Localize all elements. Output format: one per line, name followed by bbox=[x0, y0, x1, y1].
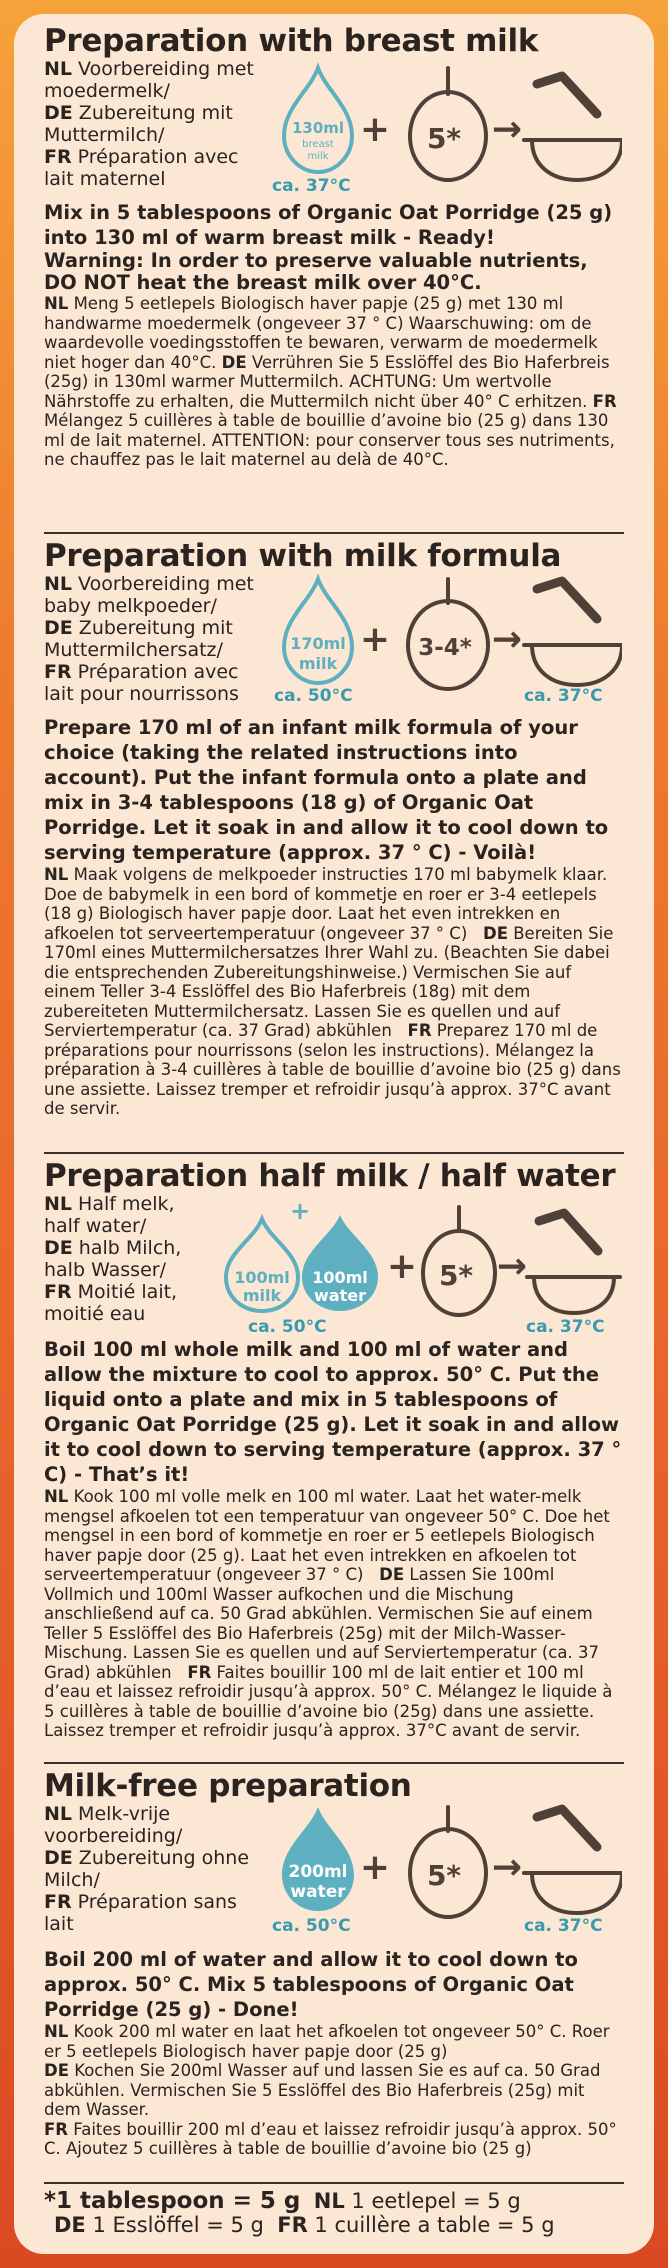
main-instruction: Boil 200 ml of water and allow it to cool down to approx. 50° C. Mix 5 tablespoons of Organic Oat Porridge (25 g) - Done! bbox=[44, 1948, 578, 2021]
preparation-diagram bbox=[262, 58, 624, 198]
warning-text: Warning: In order to preserve valuable nutrients, DO NOT heat the breast milk over 40°C. bbox=[44, 249, 588, 294]
section-half-milk-half-water bbox=[44, 1159, 624, 1759]
lang-code: DE bbox=[44, 2061, 69, 2080]
drop-amount: 170ml bbox=[290, 634, 346, 653]
lang-code: DE bbox=[44, 1847, 73, 1869]
subtitle-nl: Melk-vrije voorbereiding/ bbox=[44, 1803, 183, 1847]
instruction-panel bbox=[14, 14, 654, 2254]
instruction-fr: Faites bouillir 200 ml d’eau et laissez refroidir jusqu’à approx. 50° C. Ajoutez 5 cuillères à table de bouillie d’avoine bio (25 g) bbox=[44, 2119, 617, 2158]
subtitle-de: halb Milch, halb Wasser/ bbox=[44, 1237, 182, 1281]
spoon-count: 5* bbox=[438, 1259, 474, 1292]
instruction-fr: Faites bouillir 100 ml de lait entier et 100 ml d’eau et laissez refroidir jusqu’à approx. 50° C. Mélangez le liquide à 5 cuillères à table de bouillie d’avoine bio (25g) dans une assiette. Laissez tremper et refroidir jusqu’à approx. 37°C avant de servir. bbox=[44, 1662, 613, 1740]
lang-code: DE bbox=[44, 617, 73, 639]
instruction-nl: Maak volgens de melkpoeder instructies 170 ml babymelk klaar. Doe de babymelk in een bord of kommetje en roer er 3-4 eetlepels (18 g) Biologisch haver papje door. Laat het even intrekken en afkoelen tot serveertemperatuur (ongeveer 37 ° C) bbox=[44, 865, 608, 943]
serving-temperature: ca. 37°C bbox=[524, 1916, 603, 1936]
instruction-de: Bereiten Sie 170ml eines Muttermilchersatzes Ihrer Wahl zu. (Beachten Sie dabei die entsprechenden Zubereitungshinweise.) Vermischen Sie auf einem Teller 3-4 Esslöffel des Bio Haferbreis (18g) mit dem zubereiteten Muttermilchersatz. Lassen Sie es quellen und auf Serviertemperatur (ca. 37 Grad) abkühlen bbox=[44, 923, 614, 1040]
lang-code: FR bbox=[592, 391, 617, 411]
drop-label: breast bbox=[302, 139, 334, 150]
lang-code: NL bbox=[44, 1487, 69, 1506]
translated-instructions bbox=[44, 2022, 624, 2159]
liquid-temperature: ca. 50°C bbox=[274, 686, 353, 706]
drop-label: milk bbox=[242, 1286, 282, 1305]
subtitle-fr: Préparation sans lait bbox=[44, 1891, 237, 1935]
section-title: Preparation half milk / half water bbox=[44, 1158, 616, 1194]
instruction-nl: Kook 200 ml water en laat het afkoelen tot ongeveer 50° C. Roer er 5 eetlepels Biologisch haver papje door (25 g) bbox=[44, 2022, 610, 2061]
lang-code: FR bbox=[44, 1281, 72, 1303]
arrow-icon: → bbox=[496, 1246, 528, 1287]
translated-instructions bbox=[44, 1487, 624, 1741]
footnote-nl: 1 eetlepel = 5 g bbox=[344, 2189, 521, 2213]
lang-code: FR bbox=[44, 1891, 72, 1913]
instruction-fr: Mélangez 5 cuillères à table de bouillie d’avoine bio (25 g) dans 130 ml de lait maternel. ATTENTION: pour conserver tous ses nutriments, ne chauffez pas le lait maternel au delà de 40°C. bbox=[44, 411, 615, 469]
instruction-de: Verrühren Sie 5 Esslöffel des Bio Haferbreis (25g) in 130ml warmer Muttermilch. ACHTUNG: Um wertvolle Nährstoffe zu erhalten, die Muttermilch nicht über 40° C erhitzen. bbox=[44, 352, 610, 411]
main-instruction: Mix in 5 tablespoons of Organic Oat Porridge (25 g) into 130 ml of warm breast milk - Ready! bbox=[44, 201, 613, 249]
subtitle-translations bbox=[44, 1803, 262, 1935]
lang-code: NL bbox=[44, 294, 69, 313]
lang-code: FR bbox=[44, 146, 72, 168]
lang-code: FR bbox=[407, 1021, 432, 1040]
preparation-diagram bbox=[214, 1193, 624, 1337]
bowl-icon bbox=[527, 1213, 620, 1313]
lang-code: DE bbox=[379, 1565, 405, 1584]
serving-temperature: ca. 37°C bbox=[524, 686, 603, 706]
lang-code: NL bbox=[44, 865, 69, 884]
subtitle-nl: Half melk, half water/ bbox=[44, 1193, 175, 1237]
drop-label: water bbox=[290, 1882, 346, 1902]
plus-icon: + bbox=[359, 1847, 391, 1888]
diagram-graphic bbox=[214, 1193, 624, 1333]
lang-code: DE bbox=[483, 923, 508, 943]
tablespoon-footnote bbox=[44, 2189, 624, 2237]
lang-code: FR bbox=[44, 2119, 68, 2139]
spoon-count: 3-4* bbox=[418, 635, 472, 661]
spoon-count: 5* bbox=[426, 1859, 462, 1892]
subtitle-translations bbox=[44, 58, 262, 190]
arrow-icon: → bbox=[491, 619, 523, 660]
section-breast-milk bbox=[44, 24, 624, 529]
lang-code: DE bbox=[44, 102, 73, 124]
instruction-fr: Preparez 170 ml de préparations pour nourrissons (selon les instructions). Mélangez la préparation à 3-4 cuillères à table de bouillie d’avoine bio (25 g) dans une assiette. Laissez tremper et refroidir jusqu’à approx. 37°C avant de servir. bbox=[44, 1021, 621, 1118]
preparation-diagram bbox=[262, 1803, 624, 1943]
translated-instructions bbox=[44, 294, 624, 470]
instruction-nl: Kook 100 ml volle melk en 100 ml water. Laat het water-melk mengsel afkoelen tot een temperatuur van ongeveer 50° C. Doe het mengsel in een bord of kommetje en roer er 5 eetlepels Biologisch haver papje door (25 g). Laat het even intrekken en afkoelen tot serveertemperatuur (ongeveer 37 ° C) bbox=[44, 1487, 610, 1584]
subtitle-de: Zubereitung ohne Milch/ bbox=[44, 1847, 250, 1891]
drop-label: water bbox=[314, 1286, 366, 1305]
subtitle-nl: Voorbereiding met baby melkpoeder/ bbox=[44, 573, 254, 617]
lang-code: NL bbox=[44, 573, 73, 595]
lang-code: FR bbox=[277, 2213, 308, 2237]
section-divider bbox=[44, 1152, 624, 1154]
serving-temperature: ca. 37°C bbox=[526, 1317, 605, 1337]
section-divider bbox=[44, 1762, 624, 1764]
liquid-temperature: ca. 50°C bbox=[272, 1916, 351, 1936]
lang-code: FR bbox=[44, 661, 72, 683]
section-title: Preparation with milk formula bbox=[44, 538, 562, 574]
lang-code: NL bbox=[313, 2189, 345, 2213]
drop-label: milk bbox=[298, 654, 338, 673]
plus-icon: + bbox=[386, 1246, 418, 1287]
translated-instructions bbox=[44, 865, 624, 1119]
drop-amount: 100ml bbox=[312, 1268, 368, 1287]
drop-amount: 130ml bbox=[291, 119, 345, 137]
lang-code: DE bbox=[44, 1237, 73, 1259]
section-divider bbox=[44, 532, 624, 534]
plus-icon: + bbox=[359, 619, 391, 660]
instruction-de: Lassen Sie 100ml Vollmich und 100ml Wasser aufkochen und die Mischung anschließend auf ca. 50 Grad abkühlen. Vermischen Sie auf einem Teller 5 Esslöffel des Bio Haferbreis (25g) mit der Milch-Wasser-Mischung. Lassen Sie es quellen und auf Serviertemperatur (ca. 37 Grad) abkühlen bbox=[44, 1565, 599, 1682]
subtitle-fr: Préparation avec lait pour nourrissons bbox=[44, 661, 239, 705]
lang-code: DE bbox=[221, 352, 247, 372]
plus-icon: + bbox=[359, 109, 391, 150]
footnote-de: 1 Esslöffel = 5 g bbox=[85, 2213, 264, 2237]
liquid-temperature: ca. 37°C bbox=[272, 176, 351, 196]
drop-amount: 100ml bbox=[234, 1268, 290, 1287]
lang-code: NL bbox=[44, 1803, 73, 1825]
subtitle-translations bbox=[44, 573, 262, 705]
footnote-main: *1 tablespoon = 5 g bbox=[44, 2188, 301, 2214]
section-milk-free bbox=[44, 1769, 624, 2179]
section-title: Milk-free preparation bbox=[44, 1768, 412, 1804]
subtitle-de: Zubereitung mit Muttermilchersatz/ bbox=[44, 617, 233, 661]
section-divider bbox=[44, 2182, 624, 2184]
subtitle-fr: Moitié lait, moitié eau bbox=[44, 1281, 178, 1325]
section-title: Preparation with breast milk bbox=[44, 23, 539, 59]
lang-code: NL bbox=[44, 58, 73, 80]
instruction-de: Kochen Sie 200ml Wasser auf und lassen Sie es auf ca. 50 Grad abkühlen. Vermischen Sie 5 Esslöffel des Bio Haferbreis (25g) mit dem Wasser. bbox=[44, 2061, 601, 2119]
subtitle-translations bbox=[44, 1193, 214, 1325]
main-instruction: Prepare 170 ml of an infant milk formula of your choice (taking the related instructions into account). Put the infant formula onto a plate and mix in 3-4 tablespoons (18 g) of Organic Oat Porridge. Let it soak in and allow it to cool down to serving temperature (approx. 37 ° C) - Voilà! bbox=[44, 716, 609, 864]
drop-amount: 200ml bbox=[288, 1862, 348, 1882]
lang-code: DE bbox=[54, 2213, 86, 2237]
lang-code: NL bbox=[44, 2022, 69, 2041]
subtitle-nl: Voorbereiding met moedermelk/ bbox=[44, 58, 254, 102]
bowl-icon bbox=[524, 581, 622, 685]
spoon-icon bbox=[408, 579, 488, 689]
bowl-icon bbox=[524, 76, 622, 180]
subtitle-fr: Préparation avec lait maternel bbox=[44, 146, 239, 190]
arrow-icon: → bbox=[491, 1847, 523, 1888]
spoon-count: 5* bbox=[426, 122, 462, 155]
instruction-nl: Meng 5 eetlepels Biologisch haver papje (25 g) met 130 ml handwarme moedermelk (ongeveer 37 ° C) Waarschuwing: om de waardevolle voedingsstoffen te bewaren, verwarm de moedermelk niet hoger dan 40°C. bbox=[44, 294, 598, 372]
bowl-icon bbox=[524, 1809, 622, 1913]
lang-code: NL bbox=[44, 1193, 73, 1215]
preparation-diagram bbox=[262, 573, 624, 713]
lang-code: FR bbox=[187, 1662, 212, 1682]
subtitle-de: Zubereitung mit Muttermilch/ bbox=[44, 102, 233, 146]
footnote-fr: 1 cuillère a table = 5 g bbox=[307, 2213, 555, 2237]
section-milk-formula bbox=[44, 539, 624, 1149]
arrow-icon: → bbox=[491, 109, 523, 150]
plus-small-icon: + bbox=[289, 1197, 311, 1225]
drop-label: milk bbox=[307, 151, 329, 162]
main-instruction: Boil 100 ml whole milk and 100 ml of water and allow the mixture to cool to approx. 50° C. Put the liquid onto a plate and mix in 5 tablespoons of Organic Oat Porridge (25 g). Let it soak in and allow it to cool down to serving temperature (approx. 37 ° C) - That’s it! bbox=[44, 1338, 622, 1486]
liquid-temperature: ca. 50°C bbox=[248, 1317, 327, 1337]
